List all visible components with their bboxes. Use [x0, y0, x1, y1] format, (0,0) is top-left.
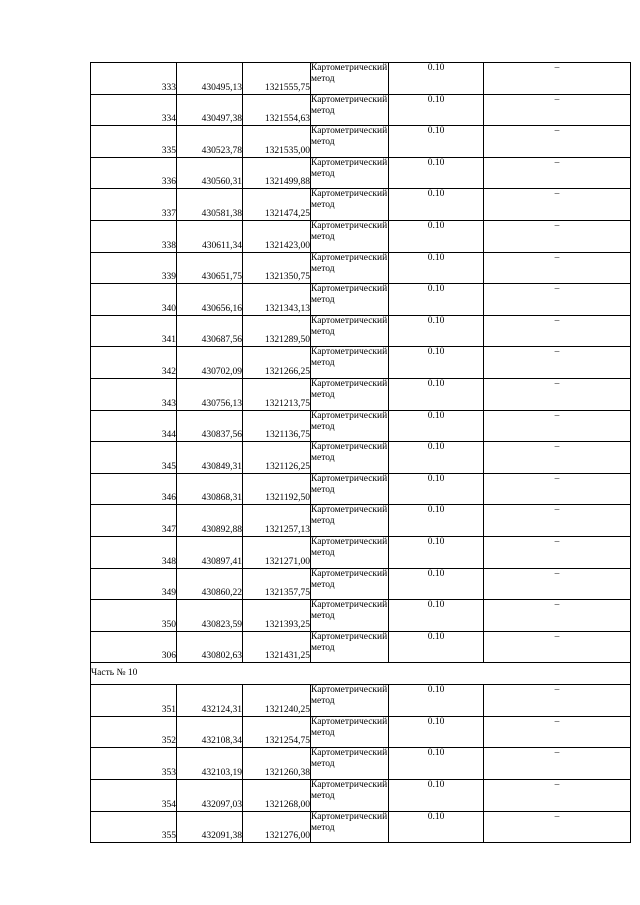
- point-number-cell: 355: [91, 811, 177, 843]
- note-cell: –: [484, 63, 631, 95]
- y-coordinate-cell: 1321276,00: [243, 811, 311, 843]
- note-cell: –: [484, 631, 631, 663]
- table-body-part-10: [91, 685, 631, 843]
- table-row: [91, 536, 631, 568]
- x-coordinate-cell: 430581,38: [177, 189, 243, 221]
- precision-cell: 0.10: [389, 685, 484, 717]
- y-coordinate-cell: 1321126,25: [243, 442, 311, 474]
- table-row: [91, 505, 631, 537]
- method-cell: Картометрический метод: [311, 94, 389, 126]
- point-number-cell: 350: [91, 600, 177, 632]
- x-coordinate-cell: 430860,22: [177, 568, 243, 600]
- y-coordinate-cell: 1321555,75: [243, 63, 311, 95]
- note-cell: –: [484, 315, 631, 347]
- point-number-cell: 344: [91, 410, 177, 442]
- precision-cell: 0.10: [389, 748, 484, 780]
- note-cell: –: [484, 284, 631, 316]
- method-cell: Картометрический метод: [311, 157, 389, 189]
- precision-cell: 0.10: [389, 220, 484, 252]
- point-number-cell: 352: [91, 716, 177, 748]
- table-row: [91, 748, 631, 780]
- part-label: Часть № 10: [91, 663, 631, 685]
- y-coordinate-cell: 1321343,13: [243, 284, 311, 316]
- point-number-cell: 336: [91, 157, 177, 189]
- table-row: [91, 252, 631, 284]
- point-number-cell: 343: [91, 378, 177, 410]
- precision-cell: 0.10: [389, 378, 484, 410]
- method-cell: Картометрический метод: [311, 410, 389, 442]
- precision-cell: 0.10: [389, 315, 484, 347]
- table-row: [91, 685, 631, 717]
- y-coordinate-cell: 1321192,50: [243, 473, 311, 505]
- x-coordinate-cell: 430849,31: [177, 442, 243, 474]
- x-coordinate-cell: 430837,56: [177, 410, 243, 442]
- table-row: [91, 94, 631, 126]
- point-number-cell: 345: [91, 442, 177, 474]
- y-coordinate-cell: 1321357,75: [243, 568, 311, 600]
- method-cell: Картометрический метод: [311, 716, 389, 748]
- point-number-cell: 335: [91, 126, 177, 158]
- precision-cell: 0.10: [389, 189, 484, 221]
- table-row: [91, 157, 631, 189]
- y-coordinate-cell: 1321260,38: [243, 748, 311, 780]
- note-cell: –: [484, 811, 631, 843]
- method-cell: Картометрический метод: [311, 780, 389, 812]
- x-coordinate-cell: 432124,31: [177, 685, 243, 717]
- x-coordinate-cell: 430702,09: [177, 347, 243, 379]
- y-coordinate-cell: 1321213,75: [243, 378, 311, 410]
- note-cell: –: [484, 220, 631, 252]
- point-number-cell: 342: [91, 347, 177, 379]
- precision-cell: 0.10: [389, 94, 484, 126]
- x-coordinate-cell: 430823,59: [177, 600, 243, 632]
- method-cell: Картометрический метод: [311, 220, 389, 252]
- note-cell: –: [484, 189, 631, 221]
- y-coordinate-cell: 1321254,75: [243, 716, 311, 748]
- x-coordinate-cell: 430523,78: [177, 126, 243, 158]
- precision-cell: 0.10: [389, 811, 484, 843]
- part-header-row: [91, 663, 631, 685]
- table-row: [91, 410, 631, 442]
- table-body-part-9: [91, 63, 631, 663]
- x-coordinate-cell: 430656,16: [177, 284, 243, 316]
- method-cell: Картометрический метод: [311, 811, 389, 843]
- method-cell: Картометрический метод: [311, 600, 389, 632]
- point-number-cell: 351: [91, 685, 177, 717]
- y-coordinate-cell: 1321431,25: [243, 631, 311, 663]
- table-row: [91, 442, 631, 474]
- table-row: [91, 780, 631, 812]
- method-cell: Картометрический метод: [311, 442, 389, 474]
- note-cell: –: [484, 157, 631, 189]
- method-cell: Картометрический метод: [311, 631, 389, 663]
- method-cell: Картометрический метод: [311, 473, 389, 505]
- table-row: [91, 473, 631, 505]
- point-number-cell: 334: [91, 94, 177, 126]
- point-number-cell: 341: [91, 315, 177, 347]
- method-cell: Картометрический метод: [311, 126, 389, 158]
- precision-cell: 0.10: [389, 631, 484, 663]
- note-cell: –: [484, 505, 631, 537]
- table-row: [91, 347, 631, 379]
- precision-cell: 0.10: [389, 252, 484, 284]
- precision-cell: 0.10: [389, 568, 484, 600]
- note-cell: –: [484, 94, 631, 126]
- x-coordinate-cell: 430756,13: [177, 378, 243, 410]
- precision-cell: 0.10: [389, 505, 484, 537]
- note-cell: –: [484, 568, 631, 600]
- table-row: [91, 716, 631, 748]
- y-coordinate-cell: 1321499,88: [243, 157, 311, 189]
- x-coordinate-cell: 430802,63: [177, 631, 243, 663]
- point-number-cell: 354: [91, 780, 177, 812]
- method-cell: Картометрический метод: [311, 189, 389, 221]
- note-cell: –: [484, 410, 631, 442]
- x-coordinate-cell: 430611,34: [177, 220, 243, 252]
- note-cell: –: [484, 347, 631, 379]
- table-row: [91, 189, 631, 221]
- x-coordinate-cell: 430651,75: [177, 252, 243, 284]
- note-cell: –: [484, 378, 631, 410]
- table-row: [91, 284, 631, 316]
- table-row: [91, 220, 631, 252]
- precision-cell: 0.10: [389, 780, 484, 812]
- method-cell: Картометрический метод: [311, 748, 389, 780]
- note-cell: –: [484, 442, 631, 474]
- x-coordinate-cell: 430897,41: [177, 536, 243, 568]
- x-coordinate-cell: 432097,03: [177, 780, 243, 812]
- x-coordinate-cell: 430687,56: [177, 315, 243, 347]
- y-coordinate-cell: 1321289,50: [243, 315, 311, 347]
- method-cell: Картометрический метод: [311, 685, 389, 717]
- method-cell: Картометрический метод: [311, 568, 389, 600]
- note-cell: –: [484, 536, 631, 568]
- precision-cell: 0.10: [389, 716, 484, 748]
- precision-cell: 0.10: [389, 157, 484, 189]
- point-number-cell: 353: [91, 748, 177, 780]
- point-number-cell: 338: [91, 220, 177, 252]
- table-row: [91, 63, 631, 95]
- y-coordinate-cell: 1321423,00: [243, 220, 311, 252]
- y-coordinate-cell: 1321136,75: [243, 410, 311, 442]
- y-coordinate-cell: 1321257,13: [243, 505, 311, 537]
- precision-cell: 0.10: [389, 347, 484, 379]
- precision-cell: 0.10: [389, 63, 484, 95]
- precision-cell: 0.10: [389, 284, 484, 316]
- y-coordinate-cell: 1321535,00: [243, 126, 311, 158]
- x-coordinate-cell: 430560,31: [177, 157, 243, 189]
- note-cell: –: [484, 748, 631, 780]
- table-row: [91, 315, 631, 347]
- part-header-section: [91, 663, 631, 685]
- y-coordinate-cell: 1321271,00: [243, 536, 311, 568]
- y-coordinate-cell: 1321350,75: [243, 252, 311, 284]
- table-row: [91, 126, 631, 158]
- point-number-cell: 339: [91, 252, 177, 284]
- method-cell: Картометрический метод: [311, 63, 389, 95]
- method-cell: Картометрический метод: [311, 315, 389, 347]
- x-coordinate-cell: 430892,88: [177, 505, 243, 537]
- table-row: [91, 631, 631, 663]
- note-cell: –: [484, 685, 631, 717]
- x-coordinate-cell: 430495,13: [177, 63, 243, 95]
- precision-cell: 0.10: [389, 536, 484, 568]
- point-number-cell: 348: [91, 536, 177, 568]
- note-cell: –: [484, 716, 631, 748]
- note-cell: –: [484, 252, 631, 284]
- y-coordinate-cell: 1321240,25: [243, 685, 311, 717]
- x-coordinate-cell: 432091,38: [177, 811, 243, 843]
- method-cell: Картометрический метод: [311, 284, 389, 316]
- y-coordinate-cell: 1321268,00: [243, 780, 311, 812]
- point-number-cell: 306: [91, 631, 177, 663]
- table-row: [91, 811, 631, 843]
- method-cell: Картометрический метод: [311, 378, 389, 410]
- precision-cell: 0.10: [389, 410, 484, 442]
- coordinates-table: [90, 62, 631, 843]
- y-coordinate-cell: 1321393,25: [243, 600, 311, 632]
- point-number-cell: 347: [91, 505, 177, 537]
- table-row: [91, 568, 631, 600]
- x-coordinate-cell: 430868,31: [177, 473, 243, 505]
- point-number-cell: 340: [91, 284, 177, 316]
- method-cell: Картометрический метод: [311, 536, 389, 568]
- note-cell: –: [484, 126, 631, 158]
- method-cell: Картометрический метод: [311, 347, 389, 379]
- x-coordinate-cell: 432108,34: [177, 716, 243, 748]
- y-coordinate-cell: 1321266,25: [243, 347, 311, 379]
- note-cell: –: [484, 473, 631, 505]
- precision-cell: 0.10: [389, 473, 484, 505]
- point-number-cell: 349: [91, 568, 177, 600]
- x-coordinate-cell: 432103,19: [177, 748, 243, 780]
- method-cell: Картометрический метод: [311, 252, 389, 284]
- y-coordinate-cell: 1321554,63: [243, 94, 311, 126]
- precision-cell: 0.10: [389, 600, 484, 632]
- x-coordinate-cell: 430497,38: [177, 94, 243, 126]
- method-cell: Картометрический метод: [311, 505, 389, 537]
- point-number-cell: 337: [91, 189, 177, 221]
- point-number-cell: 346: [91, 473, 177, 505]
- table-row: [91, 378, 631, 410]
- table-row: [91, 600, 631, 632]
- note-cell: –: [484, 600, 631, 632]
- note-cell: –: [484, 780, 631, 812]
- precision-cell: 0.10: [389, 442, 484, 474]
- precision-cell: 0.10: [389, 126, 484, 158]
- point-number-cell: 333: [91, 63, 177, 95]
- y-coordinate-cell: 1321474,25: [243, 189, 311, 221]
